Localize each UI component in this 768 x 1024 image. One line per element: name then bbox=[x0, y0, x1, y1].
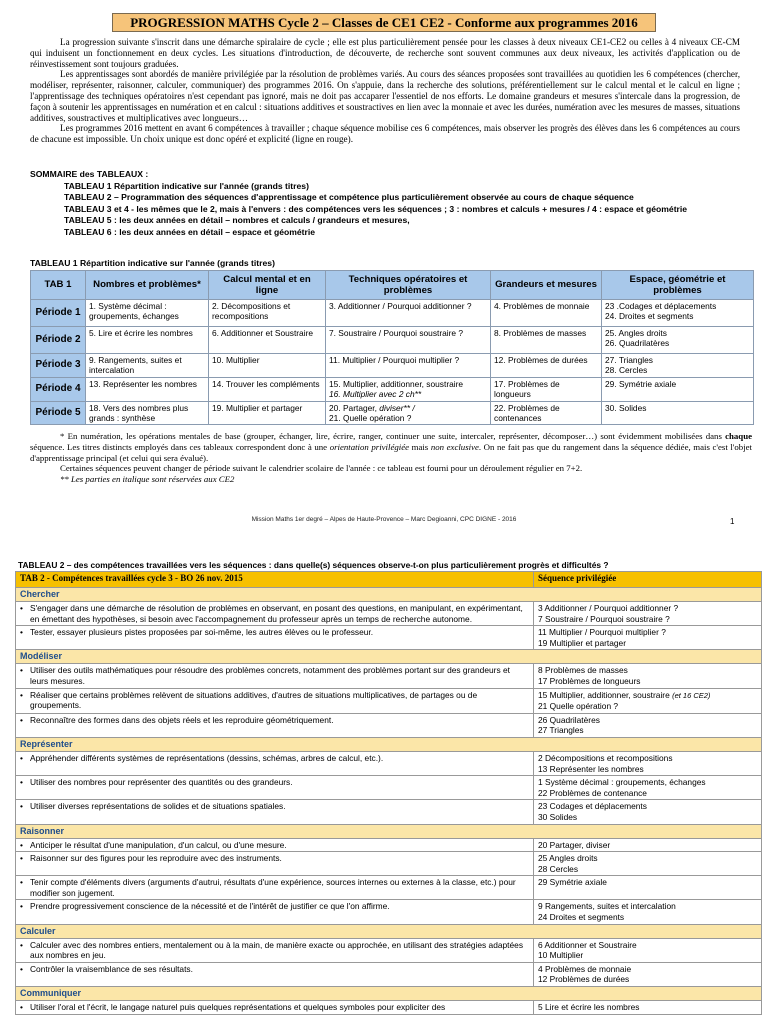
competence-cell bbox=[16, 713, 534, 737]
sequence-line bbox=[538, 812, 757, 823]
sequence-text: 28 Cercles bbox=[538, 863, 579, 874]
table2-row bbox=[16, 776, 762, 800]
note-text: . On ne fait pas que du rangement dans la séquence dédiée, mais c'est l'objet d'apprentissage principal (et celui qui sera évalué). bbox=[30, 441, 752, 463]
competence-cell bbox=[16, 602, 534, 626]
table2-category-row bbox=[16, 737, 762, 751]
document-title: PROGRESSION MATHS Cycle 2 – Classes de CE1 CE2 - Conforme aux programmes 2016 bbox=[112, 13, 656, 32]
table2-category-row bbox=[16, 588, 762, 602]
page-footer: Mission Maths 1er degré – Alpes de Haute-Provence – Marc Degioanni, CPC DIGNE - 2016 bbox=[251, 516, 517, 523]
cell-line: 22. Problèmes de contenances bbox=[494, 402, 560, 424]
competence-cell bbox=[16, 938, 534, 962]
sequence-line bbox=[538, 603, 757, 614]
table1-header: Espace, géométrie et problèmes bbox=[602, 271, 754, 300]
sequence-line bbox=[538, 877, 757, 888]
sequence-cell bbox=[534, 664, 762, 688]
sequence-line bbox=[538, 853, 757, 864]
cell-line: 1. Système décimal : groupements, échanges bbox=[89, 301, 179, 322]
table1-cell bbox=[86, 300, 209, 327]
sequence-text: 15 Multiplier, additionner, soustraire bbox=[538, 689, 670, 700]
table2-header-right: Séquence privilégiée bbox=[534, 572, 762, 588]
competence-cell bbox=[16, 1001, 534, 1015]
table2-row bbox=[16, 688, 762, 713]
table2-row bbox=[16, 938, 762, 962]
competence-cell bbox=[16, 688, 534, 713]
sequence-line bbox=[538, 638, 757, 649]
cell-line: 25. Angles droits bbox=[605, 328, 667, 338]
table1-cell bbox=[491, 401, 602, 425]
sequence-line bbox=[538, 715, 757, 726]
cell-line: 15. Multiplier, additionner, soustraire bbox=[329, 378, 464, 389]
competence-text: • Calculer avec des nombres entiers, mentalement ou à la main, de manière exacte ou approchée, en utilisant des stratégies adaptées aux nombres en jeu. bbox=[20, 940, 529, 961]
cell-line: 2. Décompositions et recompositions bbox=[212, 301, 291, 322]
note-emphasis: orientation privilégiée bbox=[329, 441, 410, 452]
sequence-line bbox=[538, 690, 757, 702]
sequence-cell bbox=[534, 852, 762, 876]
table1-cell bbox=[602, 327, 754, 354]
table1-cell bbox=[86, 401, 209, 425]
competence-text: • Contrôler la vraisemblance de ses résultats. bbox=[20, 964, 529, 975]
cell-line: 23 .Codages et déplacements bbox=[605, 301, 717, 311]
table1-cell bbox=[209, 377, 326, 401]
competence-text: • Prendre progressivement conscience de la nécessité et de l'intérêt de justifier ce que l'on affirme. bbox=[20, 901, 529, 912]
sequence-text: 20 Partager, diviser bbox=[538, 839, 611, 850]
table1-header: Calcul mental et en ligne bbox=[209, 271, 326, 300]
period-label: Période 3 bbox=[31, 354, 86, 378]
sequence-text: 3 Additionner / Pourquoi additionner ? bbox=[538, 603, 679, 613]
table1-cell bbox=[602, 377, 754, 401]
table2-row bbox=[16, 876, 762, 900]
sequence-cell bbox=[534, 751, 762, 775]
sequence-cell bbox=[534, 838, 762, 852]
sequence-cell bbox=[534, 1001, 762, 1015]
sequence-line bbox=[538, 840, 757, 851]
sequence-text: 2 Décompositions et recompositions bbox=[538, 752, 673, 763]
summary-item: TABLEAU 2 – Programmation des séquences d'apprentissage et compétence plus particulièrement observée au cours de chaque séquence bbox=[64, 192, 634, 203]
summary-item: TABLEAU 5 : les deux années en détail – nombres et calculs / grandeurs et mesures, bbox=[64, 215, 410, 226]
sequence-text: 9 Rangements, suites et intercalation bbox=[538, 901, 676, 912]
table2-row bbox=[16, 751, 762, 775]
table1-cell bbox=[326, 354, 491, 378]
table1-cell bbox=[209, 401, 326, 425]
competence-cell bbox=[16, 900, 534, 924]
summary-item: TABLEAU 3 et 4 - les mêmes que le 2, mais à l'envers : des compétences vers les séquences ; 3 : nombres et calculs + mesures / 4 : espace et géométrie bbox=[64, 203, 688, 214]
sequence-line bbox=[538, 753, 757, 764]
cell-line: 5. Lire et écrire les nombres bbox=[89, 328, 193, 338]
cell-line: 12. Problèmes de durées bbox=[494, 355, 588, 365]
competence-text: • Reconnaître des formes dans des objets réels et les reproduire géométriquement. bbox=[20, 715, 529, 726]
cell-line: 30. Solides bbox=[605, 402, 647, 413]
note-text: * En numération, les opérations mentales de base (grouper, échanger, lire, écrire, ranger, continuer une suite, intercaler, représenter, décomposer…) sont évidemment mobilisées dans bbox=[60, 431, 726, 441]
table1-cell bbox=[86, 377, 209, 401]
table2-caption: TABLEAU 2 – des compétences travaillées vers les séquences : dans quelle(s) séquences observe-t-on plus particulièrement progrès et difficultés ? bbox=[18, 560, 609, 570]
sequence-cell bbox=[534, 938, 762, 962]
cell-line: 8. Problèmes de masses bbox=[494, 328, 587, 338]
cell-line: 9. Rangements, suites et intercalation bbox=[89, 355, 182, 376]
sequence-line bbox=[538, 701, 757, 712]
sequence-cell bbox=[534, 800, 762, 824]
table2 bbox=[15, 571, 762, 1015]
table1-notes bbox=[30, 431, 752, 485]
table1-row bbox=[31, 327, 754, 354]
note-italic-ce2: ** Les parties en italique sont réservées aux CE2 bbox=[60, 474, 235, 485]
table1-cell bbox=[326, 401, 491, 425]
sequence-text: 5 Lire et écrire les nombres bbox=[538, 1002, 640, 1013]
sequence-line bbox=[538, 764, 757, 775]
sequence-cell bbox=[534, 688, 762, 713]
table1-cell bbox=[86, 354, 209, 378]
table1-header-row bbox=[31, 271, 754, 300]
sequence-line bbox=[538, 950, 757, 961]
sequence-cell bbox=[534, 713, 762, 737]
cell-line: 21. Quelle opération ? bbox=[329, 413, 412, 424]
sequence-text: 12 Problèmes de durées bbox=[538, 974, 630, 985]
competence-text: • Anticiper le résultat d'une manipulation, d'un calcul, ou d'une mesure. bbox=[20, 840, 529, 851]
table2-row bbox=[16, 900, 762, 924]
table2-row bbox=[16, 1001, 762, 1015]
table2-row bbox=[16, 852, 762, 876]
competence-cell bbox=[16, 876, 534, 900]
table1-cell bbox=[491, 300, 602, 327]
cell-line: 19. Multiplier et partager bbox=[212, 402, 303, 413]
sequence-line bbox=[538, 864, 757, 875]
table1-cell bbox=[326, 327, 491, 354]
cell-line: 18. Vers des nombres plus grands : synthèse bbox=[89, 402, 189, 424]
sequence-text: 29 Symétrie axiale bbox=[538, 877, 607, 888]
sequence-cell bbox=[534, 626, 762, 650]
sequence-line bbox=[538, 801, 757, 812]
cell-line: 4. Problèmes de monnaie bbox=[494, 301, 590, 311]
period-label: Période 1 bbox=[31, 300, 86, 327]
table1-header: Grandeurs et mesures bbox=[491, 271, 602, 300]
competence-cell bbox=[16, 962, 534, 986]
cell-line: 10. Multiplier bbox=[212, 355, 260, 365]
table2-row bbox=[16, 664, 762, 688]
category-label: Chercher bbox=[16, 588, 762, 602]
table1-caption: TABLEAU 1 Répartition indicative sur l'année (grands titres) bbox=[30, 258, 275, 268]
sequence-text: 11 Multiplier / Pourquoi multiplier ? bbox=[538, 627, 666, 638]
competence-cell bbox=[16, 838, 534, 852]
competence-cell bbox=[16, 751, 534, 775]
competence-cell bbox=[16, 626, 534, 650]
note-emphasis: chaque bbox=[725, 431, 752, 441]
table1-row bbox=[31, 377, 754, 401]
sequence-line bbox=[538, 665, 757, 676]
competence-text: • S'engager dans une démarche de résolution de problèmes en observant, en posant des questions, en manipulant, en expérimentant, en émettant des hypothèses, si besoin avec l'accompagnement du professeur après un temps de recherche autonome. bbox=[20, 603, 529, 624]
table2-header-left: TAB 2 - Compétences travaillées cycle 3 - BO 26 nov. 2015 bbox=[16, 572, 534, 588]
sequence-line bbox=[538, 974, 757, 985]
sequence-line bbox=[538, 940, 757, 951]
cell-line: 29. Symétrie axiale bbox=[605, 378, 677, 389]
sequence-text: 7 Soustraire / Pourquoi soustraire ? bbox=[538, 613, 670, 624]
table2-category-row bbox=[16, 824, 762, 838]
competence-text: • Raisonner sur des figures pour les reproduire avec des instruments. bbox=[20, 853, 529, 864]
table1-cell bbox=[491, 327, 602, 354]
sequence-italic: (et 16 CE2) bbox=[672, 690, 711, 700]
sequence-text: 8 Problèmes de masses bbox=[538, 665, 628, 676]
sequence-cell bbox=[534, 962, 762, 986]
table2-row bbox=[16, 838, 762, 852]
note-text: mais bbox=[409, 441, 431, 452]
cell-line: 20. Partager, diviser** / bbox=[329, 402, 415, 413]
page-number: 1 bbox=[730, 517, 735, 526]
cell-line: 13. Représenter les nombres bbox=[89, 378, 197, 389]
category-label: Représenter bbox=[16, 737, 762, 751]
sequence-cell bbox=[534, 876, 762, 900]
cell-line: 27. Triangles bbox=[605, 355, 653, 365]
period-label: Période 4 bbox=[31, 377, 86, 401]
table1-cell bbox=[209, 327, 326, 354]
table2-category-row bbox=[16, 650, 762, 664]
sequence-line bbox=[538, 912, 757, 923]
table1-header: Techniques opératoires et problèmes bbox=[326, 271, 491, 300]
sequence-line bbox=[538, 788, 757, 799]
table1-cell bbox=[86, 327, 209, 354]
cell-line: 24. Droites et segments bbox=[605, 311, 694, 322]
sequence-text: 21 Quelle opération ? bbox=[538, 701, 619, 712]
intro-paragraph: Les programmes 2016 mettent en avant 6 compétences à travailler ; chaque séquence mobilise ces 6 compétences, mais observer les progrès des élèves dans les 6 compétences au cours de chacune est impossible. Un choix unique est donc opéré et explicité (ligne en rouge). bbox=[30, 123, 740, 145]
sequence-cell bbox=[534, 900, 762, 924]
table2-row bbox=[16, 962, 762, 986]
period-label: Période 5 bbox=[31, 401, 86, 425]
intro-paragraph: Les apprentissages sont abordés de manière privilégiée par la résolution de problèmes variés. Au cours des séances proposées sont travaillées au quotidien les 6 compétences (chercher, modéliser, représenter, raisonner, calculer, communiquer) des programmes 2016. On s'appuie, dans la recherche des solutions, préférentiellement sur le calcul mental et le calcul en ligne ; l'apprentissage des techniques opératoires n'est cependant pas ignoré, mais ne doit pas accaparer l'essentiel de nos efforts. Le domaine grandeurs et mesures s'intercale dans la progression, de façon à soutenir les apprentissages en numération et en calcul : situations additives et soustractives en lien avec la monnaie et avec les durées, numération avec les mesures de masses, situations additives, soustractives et multiplicatives avec longueurs… bbox=[30, 69, 740, 123]
category-label: Raisonner bbox=[16, 824, 762, 838]
cell-line: 7. Soustraire / Pourquoi soustraire ? bbox=[329, 328, 464, 338]
competence-cell bbox=[16, 776, 534, 800]
sequence-text: 1 Système décimal : groupements, échanges bbox=[538, 777, 706, 788]
competence-cell bbox=[16, 664, 534, 688]
sequence-line bbox=[538, 725, 757, 736]
sequence-line bbox=[538, 1002, 757, 1013]
intro-text bbox=[30, 37, 740, 145]
cell-italic: diviser** / bbox=[379, 402, 415, 413]
sequence-text: 24 Droites et segments bbox=[538, 912, 625, 923]
table2-header-row bbox=[16, 572, 762, 588]
table1-cell bbox=[209, 354, 326, 378]
table1-cell bbox=[602, 300, 754, 327]
cell-line: 26. Quadrilatères bbox=[605, 338, 670, 349]
sequence-cell bbox=[534, 776, 762, 800]
table1-cell bbox=[326, 377, 491, 401]
cell-line: 3. Additionner / Pourquoi additionner ? bbox=[329, 301, 472, 311]
table1-cell bbox=[491, 354, 602, 378]
table1-header: Nombres et problèmes* bbox=[86, 271, 209, 300]
summary bbox=[30, 169, 750, 239]
table1-row bbox=[31, 300, 754, 327]
sequence-line bbox=[538, 964, 757, 975]
summary-item: TABLEAU 1 Répartition indicative sur l'année (grands titres) bbox=[64, 180, 309, 191]
table1-cell bbox=[209, 300, 326, 327]
table1-cell bbox=[602, 401, 754, 425]
cell-line: 17. Problèmes de longueurs bbox=[494, 378, 560, 400]
sequence-text: 23 Codages et déplacements bbox=[538, 801, 647, 812]
note-numeration bbox=[30, 431, 752, 463]
category-label: Calculer bbox=[16, 924, 762, 938]
sequence-line bbox=[538, 614, 757, 625]
cell-line: 14. Trouver les compléments bbox=[212, 378, 320, 389]
competence-text: • Appréhender différents systèmes de représentations (dessins, schémas, arbres de calcul, etc.). bbox=[20, 753, 529, 764]
cell-line: 11. Multiplier / Pourquoi multiplier ? bbox=[329, 355, 460, 365]
note-calendar: Certaines séquences peuvent changer de période suivant le calendrier scolaire de l'année : ce tableau est fourni pour un déroulement régulier en 7+2. bbox=[60, 463, 583, 474]
note-text: séquence. Les titres distincts employés dans ces tableaux correspondent donc à une bbox=[30, 441, 330, 452]
cell-line-italic: 16. Multiplier avec 2 ch** bbox=[329, 389, 422, 400]
competence-text: • Utiliser des nombres pour représenter des quantités ou des grandeurs. bbox=[20, 777, 529, 788]
table2-category-row bbox=[16, 987, 762, 1001]
competence-text: • Tester, essayer plusieurs pistes proposées par soi-même, les autres élèves ou le professeur. bbox=[20, 627, 529, 638]
sequence-text: 30 Solides bbox=[538, 811, 578, 822]
table2-row bbox=[16, 800, 762, 824]
sequence-text: 26 Quadrilatères bbox=[538, 714, 600, 725]
competence-text: • Utiliser l'oral et l'écrit, le langage naturel puis quelques représentations et quelques symboles pour expliciter des bbox=[20, 1002, 529, 1013]
competence-text: • Réaliser que certains problèmes relèvent de situations additives, d'autres de situations multiplicatives, de partages ou de groupements. bbox=[20, 690, 529, 711]
competence-text: • Utiliser diverses représentations de solides et de situations spatiales. bbox=[20, 801, 529, 812]
sequence-cell bbox=[534, 602, 762, 626]
table2-category-row bbox=[16, 924, 762, 938]
table2-row bbox=[16, 626, 762, 650]
competence-text: • Utiliser des outils mathématiques pour résoudre des problèmes concrets, notamment des problèmes portant sur des grandeurs et leurs mesures. bbox=[20, 665, 529, 686]
sequence-text: 10 Multiplier bbox=[538, 950, 584, 961]
table1-row bbox=[31, 354, 754, 378]
table1-header: TAB 1 bbox=[31, 271, 86, 300]
table1-cell bbox=[602, 354, 754, 378]
sequence-text: 25 Angles droits bbox=[538, 853, 598, 864]
sequence-line bbox=[538, 627, 757, 638]
intro-paragraph: La progression suivante s'inscrit dans une démarche spiralaire de cycle ; elle est plus particulièrement pensée pour les classes à deux niveaux CE1-CE2 ou celles à 4 niveaux CE-CM qui induisent un fonctionnement en deux cycles. Les situations d'introduction, de découverte, de recherche sont souvent communes aux deux niveaux, les activités d'application ou de réinvestissement sont toujours graduées. bbox=[30, 37, 740, 69]
category-label: Communiquer bbox=[16, 987, 762, 1001]
sequence-text: 22 Problèmes de contenance bbox=[538, 787, 647, 798]
summary-title: SOMMAIRE des TABLEAUX : bbox=[30, 169, 149, 179]
category-label: Modéliser bbox=[16, 650, 762, 664]
competence-cell bbox=[16, 852, 534, 876]
sequence-text: 27 Triangles bbox=[538, 725, 584, 736]
cell-line: 6. Additionner et Soustraire bbox=[212, 328, 314, 338]
sequence-line bbox=[538, 901, 757, 912]
table2-row bbox=[16, 713, 762, 737]
cell-line: 28. Cercles bbox=[605, 365, 648, 376]
note-emphasis: non exclusive bbox=[430, 441, 479, 452]
sequence-text: 6 Additionner et Soustraire bbox=[538, 939, 637, 950]
period-label: Période 2 bbox=[31, 327, 86, 354]
competence-cell bbox=[16, 800, 534, 824]
sequence-text: 19 Multiplier et partager bbox=[538, 637, 626, 648]
table2-row bbox=[16, 602, 762, 626]
table1-row bbox=[31, 401, 754, 425]
sequence-line bbox=[538, 676, 757, 687]
table1-cell bbox=[491, 377, 602, 401]
table1-cell bbox=[326, 300, 491, 327]
sequence-text: 13 Représenter les nombres bbox=[538, 763, 644, 774]
table1 bbox=[30, 270, 754, 425]
competence-text: • Tenir compte d'éléments divers (arguments d'autrui, résultats d'une expérience, sources internes ou externes à la classe, etc.) pour modifier son jugement. bbox=[20, 877, 529, 898]
sequence-text: 17 Problèmes de longueurs bbox=[538, 675, 641, 686]
summary-item: TABLEAU 6 : les deux années en détail – espace et géométrie bbox=[64, 226, 316, 237]
sequence-line bbox=[538, 777, 757, 788]
sequence-text: 4 Problèmes de monnaie bbox=[538, 963, 632, 974]
